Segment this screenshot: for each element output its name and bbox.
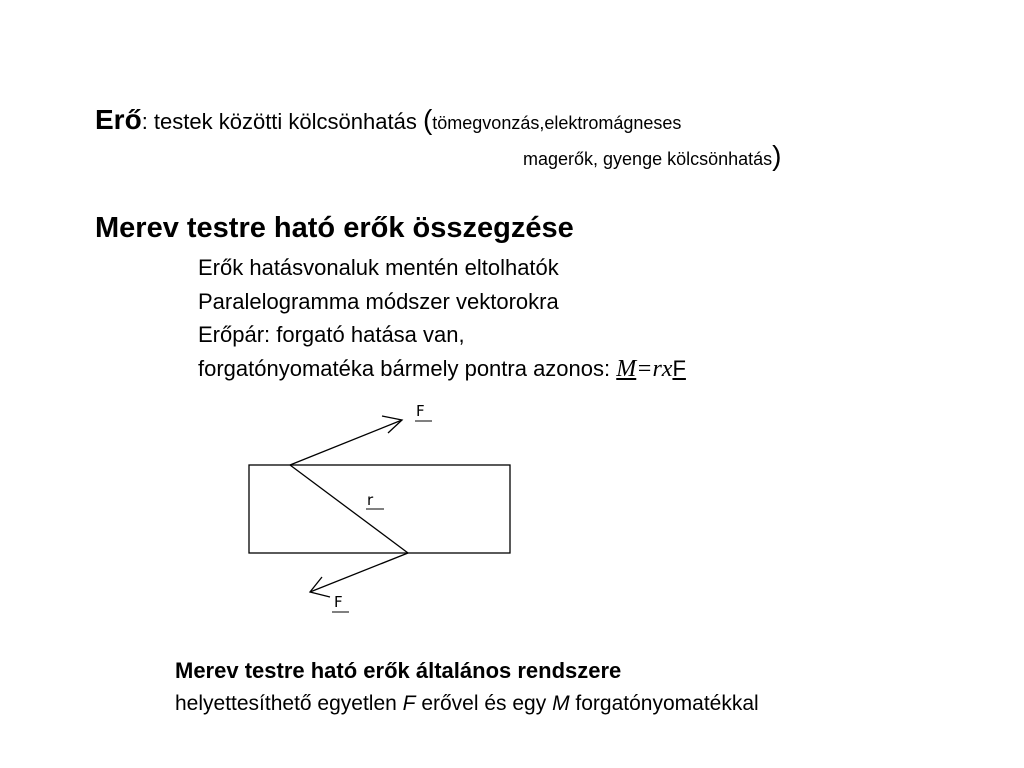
- conclusion-post: forgatónyomatékkal: [569, 692, 759, 715]
- radius-label: r: [367, 491, 374, 509]
- conclusion-mid: erővel és egy: [415, 692, 553, 715]
- definition-examples-2: magerők, gyenge kölcsönhatás: [523, 149, 773, 169]
- definition-term: Erő: [95, 104, 142, 135]
- force-bottom-arrowhead: [310, 577, 330, 597]
- conclusion-F: F: [402, 692, 416, 715]
- open-paren: (: [422, 104, 433, 135]
- conclusion-M: M: [552, 692, 570, 715]
- force-top-arrow: [290, 420, 402, 465]
- section-heading: Merev testre ható erők összegzése: [95, 212, 574, 244]
- force-top-label: F: [416, 402, 425, 420]
- formula-x: x: [661, 356, 673, 382]
- point-3: Erőpár: forgató hatása van,: [198, 322, 465, 347]
- formula-M: M: [616, 356, 637, 382]
- conclusion-text: [175, 692, 759, 716]
- force-bottom-arrow: [310, 553, 408, 592]
- formula-eq: =: [636, 356, 653, 382]
- close-paren: ): [772, 140, 782, 171]
- formula-r: r: [652, 356, 662, 382]
- point-2: Paralelogramma módszer vektorokra: [198, 289, 559, 314]
- definition-text: : testek közötti kölcsönhatás: [141, 109, 423, 134]
- formula-F: F: [672, 356, 686, 381]
- conclusion-heading: Merev testre ható erők általános rendszere: [175, 658, 622, 683]
- conclusion-pre: helyettesíthető egyetlen: [175, 692, 403, 715]
- definition-examples-1: tömegvonzás,elektromágneses: [432, 113, 682, 133]
- point-1: Erők hatásvonaluk mentén eltolhatók: [198, 255, 559, 280]
- radius-line: [290, 465, 408, 553]
- force-bottom-label: F: [334, 593, 343, 611]
- point-4-text: forgatónyomatéka bármely pontra azonos:: [198, 356, 617, 381]
